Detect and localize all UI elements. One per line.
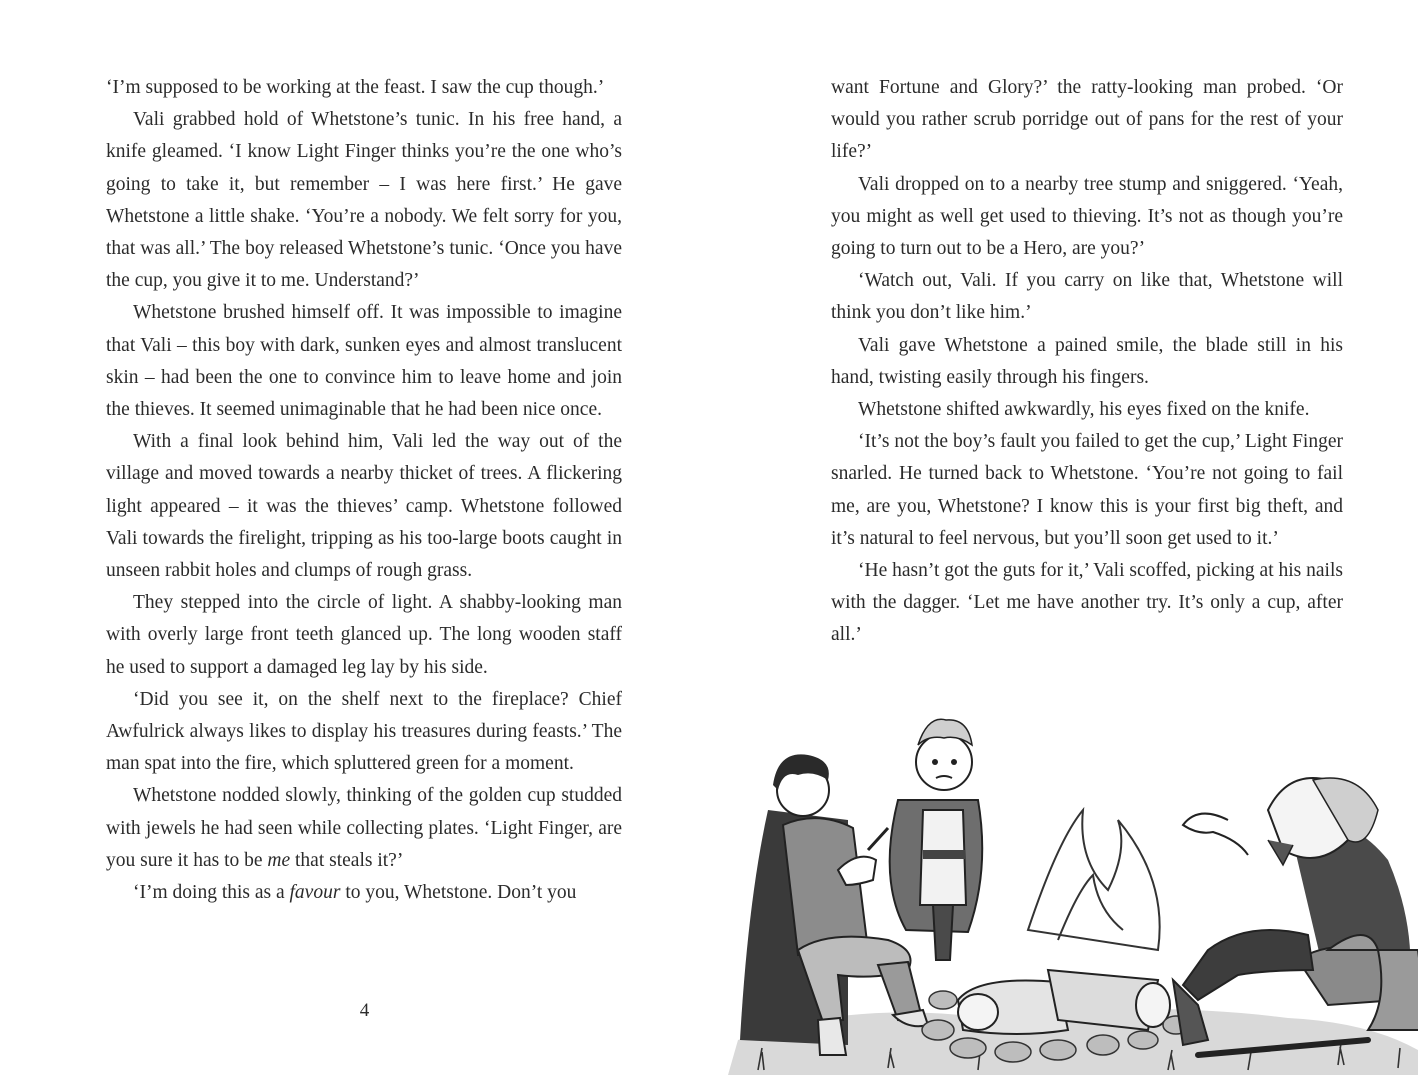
- right-page-text: [831, 72, 1343, 652]
- page-number: 4: [359, 1000, 370, 1021]
- paragraph: ‘I’m supposed to be working at the feast. I saw the cup though.’: [106, 77, 605, 98]
- left-page-text: [106, 72, 622, 909]
- paragraph: ‘He hasn’t got the guts for it,’ Vali scoffed, picking at his nails with the dagger. ‘Let me have another try. It’s only a cup, after all.’: [831, 560, 1343, 646]
- text-run: to you, Whetstone. Don’t you: [340, 882, 577, 904]
- paragraph: With a final look behind him, Vali led the way out of the village and moved towards a nearby thicket of trees. A flickering light appeared – it was the thieves’ camp. Whetstone followed Vali towards the firelight, tripping as his too-large boots caught in unseen rabbit holes and clumps of rough grass.: [106, 431, 622, 582]
- paragraph: Whetstone shifted awkwardly, his eyes fixed on the knife.: [858, 399, 1310, 421]
- left-page: [0, 0, 709, 1080]
- paragraph: ‘Watch out, Vali. If you carry on like that, Whetstone will think you don’t like him.’: [831, 270, 1343, 324]
- paragraph: [106, 780, 622, 877]
- text-run: ‘I’m doing this as a: [133, 882, 290, 904]
- text-run: Whetstone nodded slowly, thinking of the golden cup studded with jewels he had seen while collecting plates. ‘Light Finger, are you sure it has to be: [106, 785, 622, 871]
- paragraph: Whetstone brushed himself off. It was impossible to imagine that Vali – this boy with dark, sunken eyes and almost translucent skin – had been the one to convince him to leave home and join the thieves. It seemed unimaginable that he had been nice once.: [106, 302, 622, 421]
- paragraph: Vali gave Whetstone a pained smile, the blade still in his hand, twisting easily through his fingers.: [831, 334, 1343, 388]
- emphasis-text: me: [267, 849, 291, 871]
- paragraph: ‘Did you see it, on the shelf next to the fireplace? Chief Awfulrick always likes to display his treasures during feasts.’ The man spat into the fire, which spluttered green for a moment.: [106, 688, 622, 775]
- paragraph: They stepped into the circle of light. A shabby-looking man with overly large front teeth glanced up. The long wooden staff he used to support a damaged leg lay by his side.: [106, 592, 622, 678]
- campfire-illustration: [728, 700, 1418, 1075]
- whetstone-figure: [890, 719, 983, 960]
- paragraph: ‘It’s not the boy’s fault you failed to get the cup,’ Light Finger snarled. He turned back to Whetstone. ‘You’re not going to fail me, are you, Whetstone? I know this is your first big theft, and it’s natural to feel nervous, but you’ll soon get used to it.’: [831, 431, 1343, 549]
- text-run: that steals it?’: [290, 849, 404, 871]
- paragraph: Vali dropped on to a nearby tree stump and sniggered. ‘Yeah, you might as well get used to thieving. It’s not as though you’re going to turn out to be a Hero, are you?’: [831, 173, 1343, 260]
- paragraph: want Fortune and Glory?’ the ratty-looking man probed. ‘Or would you rather scrub porridge out of pans for the rest of your life?’: [831, 77, 1343, 163]
- emphasis-text: favour: [289, 882, 341, 904]
- paragraph: Vali grabbed hold of Whetstone’s tunic. In his free hand, a knife gleamed. ‘I know Light Finger thinks you’re the one who’s going to take it, but remember – I was here first.’ He gave Whetstone a little shake. ‘You’re a nobody. We felt sorry for you, that was all.’ The boy released Whetstone’s tunic. ‘Once you have the cup, you give it to me. Understand?’: [106, 109, 622, 292]
- paragraph: [106, 877, 622, 909]
